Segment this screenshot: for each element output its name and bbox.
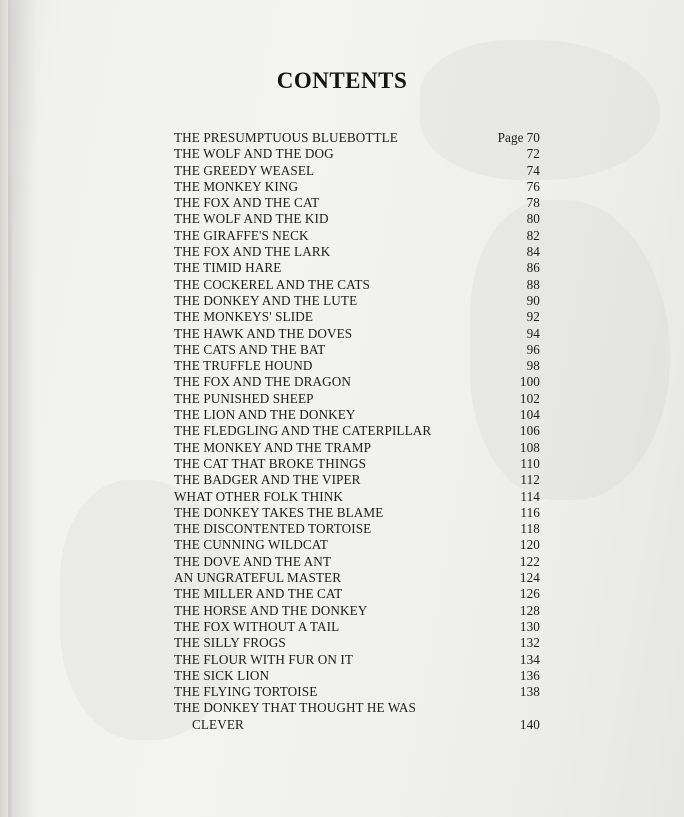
toc-entry (174, 342, 540, 358)
toc-entry (174, 163, 540, 179)
toc-entry-title: THE WOLF AND THE DOG (174, 146, 334, 162)
toc-entry-title: THE DONKEY TAKES THE BLAME (174, 504, 384, 520)
toc-entry-title: THE MONKEY KING (174, 178, 299, 194)
toc-entry-page (500, 505, 540, 521)
page-number: 82 (526, 227, 540, 243)
page-number: 90 (526, 292, 540, 308)
page-number: 136 (519, 667, 540, 683)
toc-entry-title: THE FOX AND THE CAT (174, 195, 320, 211)
toc-entry (174, 537, 540, 553)
toc-entry-title: THE MONKEY AND THE TRAMP (174, 439, 372, 455)
toc-entry (174, 586, 540, 602)
toc-entry (174, 521, 540, 537)
toc-entry (174, 407, 540, 423)
page-number: 76 (526, 178, 540, 194)
toc-entry-page (500, 391, 540, 407)
toc-entry-title: THE DOVE AND THE ANT (174, 553, 332, 569)
toc-entry-title: THE FLYING TORTOISE (174, 684, 318, 700)
toc-entry-title: THE FOX AND THE LARK (174, 244, 331, 260)
toc-entry (174, 717, 540, 733)
page-number: 102 (519, 390, 540, 406)
page-number: 96 (526, 341, 540, 357)
toc-entry (174, 668, 540, 684)
toc-entry-title: THE DISCONTENTED TORTOISE (174, 521, 372, 537)
page-number: 86 (526, 260, 540, 276)
page-number: 94 (526, 325, 540, 341)
toc-entry-title: THE FOX WITHOUT A TAIL (174, 618, 340, 634)
toc-entry-title: AN UNGRATEFUL MASTER (174, 570, 342, 586)
toc-entry-title: THE CUNNING WILDCAT (174, 537, 329, 553)
page-number: 70 (526, 130, 540, 145)
toc-entry-page (500, 179, 540, 195)
toc-entry (174, 489, 540, 505)
toc-entry-title: THE SICK LION (174, 667, 270, 683)
toc-entry (174, 228, 540, 244)
page-number: 80 (526, 211, 540, 227)
toc-entry-title: WHAT OTHER FOLK THINK (174, 488, 344, 504)
page-number: 106 (519, 423, 540, 439)
toc-entry (174, 211, 540, 227)
page-number: 118 (520, 521, 540, 537)
toc-entry (174, 179, 540, 195)
toc-entry-page (500, 423, 540, 439)
toc-entry-page (500, 635, 540, 651)
toc-entry-page (500, 277, 540, 293)
toc-entry-title: THE CATS AND THE BAT (174, 341, 326, 357)
toc-entry-page (500, 472, 540, 488)
toc-entry (174, 554, 540, 570)
toc-entry-page (500, 163, 540, 179)
toc-entry-title: THE CAT THAT BROKE THINGS (174, 455, 367, 471)
toc-entry (174, 146, 540, 162)
toc-entry (174, 260, 540, 276)
toc-entry-page (500, 358, 540, 374)
toc-entry-title: THE FLEDGLING AND THE CATERPILLAR (174, 423, 432, 439)
toc-entry-title: THE GIRAFFE'S NECK (174, 227, 309, 243)
page-number: 100 (519, 374, 540, 390)
toc-entry-title: THE DONKEY THAT THOUGHT HE WAS (174, 700, 416, 716)
page-number: 126 (519, 586, 540, 602)
toc-entry (174, 130, 540, 146)
page-number: 128 (519, 602, 540, 618)
page-number: 72 (526, 146, 540, 162)
toc-entry-page (500, 146, 540, 162)
page-number: 98 (526, 358, 540, 374)
page-number: 110 (520, 455, 540, 471)
toc-entry-page (500, 537, 540, 553)
toc-entry-page (498, 130, 540, 146)
toc-entry-title: THE PRESUMPTUOUS BLUEBOTTLE (174, 130, 398, 145)
toc-entry-page (500, 326, 540, 342)
toc-entry-title: THE BADGER AND THE VIPER (174, 472, 361, 488)
page-number: 122 (519, 553, 540, 569)
toc-entry-page (500, 293, 540, 309)
page-number: 124 (519, 570, 540, 586)
page-gutter-shadow (8, 0, 38, 817)
page-number: 88 (526, 276, 540, 292)
toc-entry-title: THE MONKEYS' SLIDE (174, 309, 313, 325)
toc-entry (174, 603, 540, 619)
toc-entry-page (500, 374, 540, 390)
toc-entry (174, 619, 540, 635)
toc-entry-title: THE LION AND THE DONKEY (174, 407, 356, 423)
toc-entry (174, 326, 540, 342)
table-of-contents (174, 130, 540, 733)
toc-entry-page (500, 521, 540, 537)
page-number: 92 (526, 309, 540, 325)
page-number: 120 (519, 537, 540, 553)
page-number: 108 (519, 439, 540, 455)
page-number: 74 (526, 162, 540, 178)
toc-entry-page (500, 440, 540, 456)
page-number: 140 (519, 716, 540, 732)
toc-entry-title: THE SILLY FROGS (174, 635, 286, 651)
toc-entry-page (500, 211, 540, 227)
toc-entry-page (500, 603, 540, 619)
toc-entry-page (500, 619, 540, 635)
toc-entry (174, 472, 540, 488)
toc-entry (174, 391, 540, 407)
toc-entry-title: THE GREEDY WEASEL (174, 162, 315, 178)
toc-entry (174, 423, 540, 439)
toc-entry-title: THE TRUFFLE HOUND (174, 358, 313, 374)
toc-entry (174, 652, 540, 668)
toc-entry-title: CLEVER (192, 716, 244, 732)
toc-entry-title: THE MILLER AND THE CAT (174, 586, 343, 602)
page-number: 116 (520, 504, 540, 520)
toc-entry-title: THE HAWK AND THE DOVES (174, 325, 353, 341)
toc-entry-page (500, 586, 540, 602)
page-number: 138 (519, 684, 540, 700)
page-number: 134 (519, 651, 540, 667)
toc-entry-page (500, 260, 540, 276)
toc-entry-title: THE WOLF AND THE KID (174, 211, 329, 227)
toc-entry (174, 684, 540, 700)
page-label: Page (497, 130, 524, 145)
page-number: 84 (526, 244, 540, 260)
toc-entry (174, 293, 540, 309)
page-number: 114 (520, 488, 540, 504)
toc-entry-page (500, 309, 540, 325)
toc-entry (174, 635, 540, 651)
toc-entry (174, 505, 540, 521)
toc-entry-page (500, 342, 540, 358)
toc-entry-title: THE TIMID HARE (174, 260, 282, 276)
toc-entry-title: THE HORSE AND THE DONKEY (174, 602, 368, 618)
toc-entry-page (500, 717, 540, 733)
toc-entry (174, 309, 540, 325)
toc-entry (174, 440, 540, 456)
toc-entry-title: THE FLOUR WITH FUR ON IT (174, 651, 354, 667)
toc-entry-page (500, 570, 540, 586)
toc-entry-page (500, 652, 540, 668)
toc-entry-title: THE FOX AND THE DRAGON (174, 374, 352, 390)
toc-entry-page (500, 407, 540, 423)
toc-entry-title: THE PUNISHED SHEEP (174, 390, 314, 406)
page-number: 132 (519, 635, 540, 651)
toc-entry-page (500, 456, 540, 472)
toc-entry (174, 700, 540, 716)
toc-entry (174, 358, 540, 374)
toc-entry-title: THE DONKEY AND THE LUTE (174, 292, 358, 308)
toc-entry-page (500, 489, 540, 505)
toc-entry-page (500, 668, 540, 684)
toc-entry-page (500, 684, 540, 700)
toc-entry (174, 244, 540, 260)
toc-entry (174, 456, 540, 472)
page-number: 104 (519, 407, 540, 423)
page-title: CONTENTS (276, 68, 408, 93)
toc-entry-page (500, 554, 540, 570)
toc-entry-page (500, 195, 540, 211)
page-number: 112 (520, 472, 540, 488)
toc-entry (174, 570, 540, 586)
toc-entry-page (500, 228, 540, 244)
toc-entry-title: THE COCKEREL AND THE CATS (174, 276, 370, 292)
page-number: 78 (526, 195, 540, 211)
toc-entry (174, 277, 540, 293)
page-number: 130 (519, 618, 540, 634)
toc-entry-page (500, 244, 540, 260)
toc-entry (174, 374, 540, 390)
toc-entry (174, 195, 540, 211)
